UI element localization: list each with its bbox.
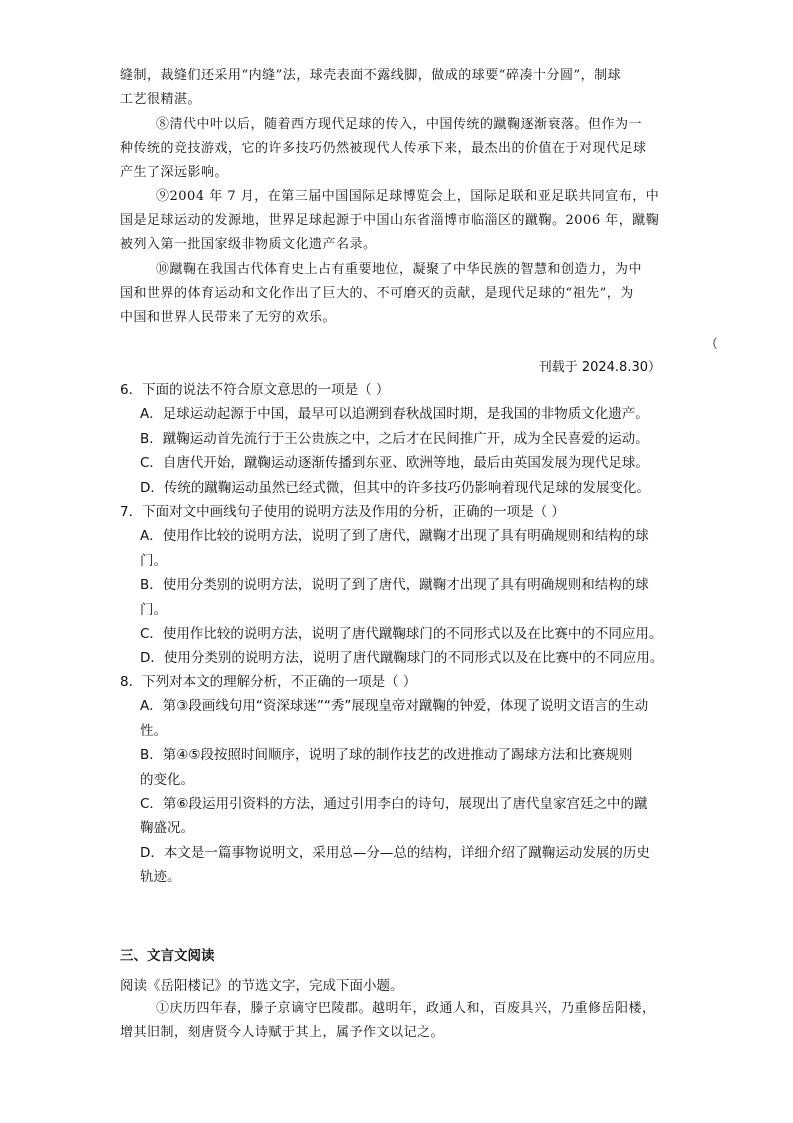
text-line: ⑧清代中叶以后，随着西方现代足球的传入，中国传统的蹴鞠逐渐衰落。但作为一 — [156, 117, 643, 132]
text-line: 中国和世界人民带来了无穷的欢乐。 — [120, 310, 337, 325]
classical-paragraph-1 — [120, 997, 680, 1045]
option-a-cont: 性。 — [140, 722, 167, 739]
text-line: 工艺很精湛。 — [120, 92, 202, 107]
text-line: 缝制，裁缝们还采用“内缝”法，球壳表面不露线脚，做成的球要“碎凑十分圆”，制球 — [120, 68, 622, 83]
option-a: A．足球运动起源于中国，最早可以追溯到春秋战国时期，是我国的非物质文化遗产。 — [140, 406, 649, 423]
option-a: A．第③段画线句用“资深球迷”“秀”展现皇帝对蹴鞠的钟爱，体现了说明文语言的生动 — [140, 698, 649, 715]
option-b: B．蹴鞠运动首先流行于王公贵族之中，之后才在民间推广开，成为全民喜爱的运动。 — [140, 430, 649, 447]
option-d: D．传统的蹴鞠运动虽然已经式微，但其中的许多技巧仍影响着现代足球的发展变化。 — [140, 479, 650, 496]
option-a: A．使用作比较的说明方法，说明了到了唐代，蹴鞠才出现了具有明确规则和结构的球 — [140, 528, 649, 545]
article-paragraph-8 — [120, 113, 680, 185]
text-line: 产生了深远影响。 — [120, 165, 229, 180]
option-b-cont: 的变化。 — [140, 771, 194, 788]
text-line: ⑨2004 年 7 月，在第三届中国国际足球博览会上，国际足联和亚足联共同宣布，中 — [156, 189, 660, 204]
section-heading: 三、文言文阅读 — [120, 948, 215, 964]
option-d: D．使用分类别的说明方法，说明了唐代蹴鞠球门的不同形式以及在比赛中的不同应用。 — [140, 650, 664, 667]
option-c: C．自唐代开始，蹴鞠运动逐渐传播到东亚、欧洲等地，最后由英国发展为现代足球。 — [140, 455, 649, 472]
source-citation: 刊载于 2024.8.30） — [538, 360, 661, 375]
text-line: 被列入第一批国家级非物质文化遗产名录。 — [120, 237, 377, 252]
article-paragraph-9 — [120, 185, 680, 257]
question-6 — [120, 378, 690, 500]
option-c: C．第⑥段运用引资料的方法，通过引用李白的诗句，展现出了唐代皇家宫廷之中的蹴 — [140, 796, 648, 813]
article-paragraph-continuation — [120, 64, 680, 112]
option-c: C．使用作比较的说明方法，说明了唐代蹴鞠球门的不同形式以及在比赛中的不同应用。 — [140, 626, 663, 643]
text-line: 种传统的竞技游戏，它的许多技巧仍然被现代人传承下来，最杰出的价值在于对现代足球 — [120, 141, 647, 156]
article-paragraph-10 — [120, 258, 680, 330]
option-c-cont: 鞠盛况。 — [140, 820, 194, 837]
option-d-cont: 轨迹。 — [140, 869, 181, 886]
text-line: 国和世界的体育运动和文化作出了巨大的、不可磨灭的贡献，是现代足球的“祖先”，为 — [120, 286, 634, 301]
question-stem: 7．下面对文中画线句子使用的说明方法及作用的分析，正确的一项是（ ） — [120, 504, 565, 520]
question-stem: 6．下面的说法不符合原文意思的一项是（ ） — [120, 382, 390, 398]
option-a-cont: 门。 — [140, 552, 167, 569]
section-intro: 阅读《岳阳楼记》的节选文字，完成下面小题。 — [120, 978, 404, 994]
option-b: B．第④⑤段按照时间顺序，说明了球的制作技艺的改进推动了踢球方法和比赛规则 — [140, 747, 633, 764]
text-line: ①庆历四年春，滕子京谪守巴陵郡。越明年，政通人和，百废具兴，乃重修岳阳楼， — [156, 1001, 656, 1016]
text-line: 国是足球运动的发源地，世界足球起源于中国山东省淄博市临淄区的蹴鞠。2006 年，蹴鞠 — [120, 213, 660, 228]
question-8 — [120, 670, 690, 890]
option-b-cont: 门。 — [140, 601, 167, 618]
text-line: ⑩蹴鞠在我国古代体育史上占有重要地位，凝聚了中华民族的智慧和创造力，为中 — [156, 262, 643, 277]
text-line: 增其旧制，刻唐贤今人诗赋于其上，属予作文以记之。 — [120, 1025, 445, 1040]
source-paren: （ — [705, 337, 719, 352]
question-7 — [120, 500, 690, 671]
option-b: B．使用分类别的说明方法，说明了到了唐代，蹴鞠才出现了具有明确规则和结构的球 — [140, 577, 649, 594]
question-stem: 8．下列对本文的理解分析，不正确的一项是（ ） — [120, 674, 417, 690]
option-d: D．本文是一篇事物说明文，采用总—分—总的结构，详细介绍了蹴鞠运动发展的历史 — [140, 844, 650, 861]
